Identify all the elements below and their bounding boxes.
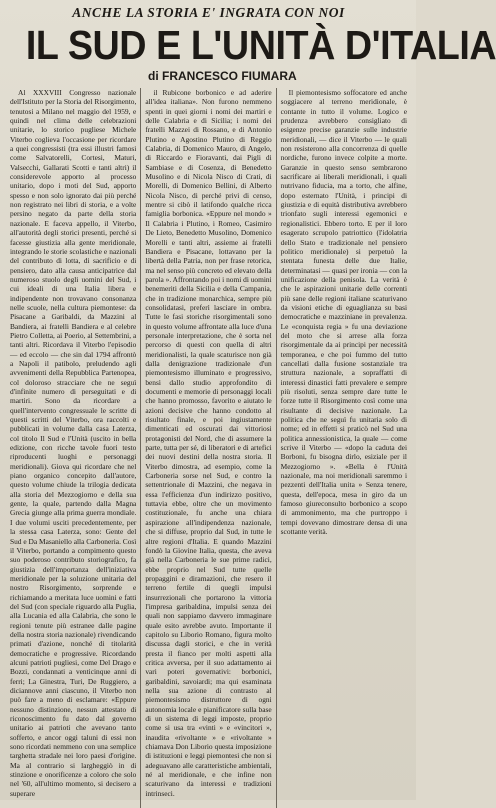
column-rule bbox=[276, 88, 277, 808]
kicker: ANCHE LA STORIA E' INGRATA CON NOI bbox=[72, 5, 345, 20]
column-3-text: Il piemontesismo soffocatore ed anche soggiacere al terreno meridionale, è contante in tutto il volume. Logico e prudenza avrebbero consigliato di esigenze precise garanzie sulle industrie meridionali, — dice il Viterbo — le quali non resisterono alla concorrenza di quelle nordiche, furono invece colpite a morte. Garanzie in questo senso sembrarono sacrificare ai liberali meridionali, i quali nutrivano fiducia, ma a torto, che alfine, dopo esternato l'Unità, i principi di giustizia e di equità distributiva avrebbero trionfato sugli interessi egemonici e regionalistici. Ebbero torto. E per il loro esagerato scrupolo patriottico (l'idolatria dello Stato e tradizionale nel pensiero politico meridionale) si perpetuò la stentata funesta delle due Italie, determinatasi — quasi per ironia — con la unificazione della penisola. La verità è che le aspirazioni unitarie delle correnti più sane delle regioni italiane scaturivano da visioni etiche di eguaglianza su basi democratiche e mazziniane in prevalenza. Le «conquista regia » fu una deviazione del moto che si arrese alla forza risorgimentale da ai principi per necessità temporanea, e che poi fummo del tutto cancellati dalla fusione sostanziale tra struttura nazionale, a sopraffatti di interessi dinastici fatti prevalere e sempre più risoluti, senza sempre dare tutte le forze tutte il Risorgimento così come una risultante di decisive nazionale. La politica che ne seguì fu unitaria solo di nome; ed in effetti si praticò nel Sud una politica annessionistica, la quale — come scrive il Viterbo — «dopo la caduta dei Borboni, fu bisogna dirlo, esiziale per il Mezzogiorno ». «Bella è l'Unità nazionale, ma noi meridionali saremmo i pezzenti dell'Italia unita » Senza tenere, questa, dell'epoca, mesa in giro da un famoso giureconsulto borbonico a scopo di ammonimento, ma che purtroppo i tempi dovevano dimostrare densa di una scottante verità. bbox=[280, 88, 407, 537]
column-1-text: Al XXXVIII Congresso nazionale dell'Istituto per la Storia del Risorgimento, tenutosi a Milano nel maggio del 1959, e quindi nel clima delle celebrazioni unitarie, lo storico pugliese Michele Viterbo coglieva l'occasione per ricordare a quei congressisti (tra essi illustri famosi come Salvatorelli, Cortesi, Maturi, Valsecchi, Gallarati Scotti e tanti altri) il considerevole apporto al processo unitario, dopo i moti del Sud, apporto spesso e non solo ignorato dai più perché non registrato nei libri di storia, e a volte persino negato da parte della storia nazionale. E faceva appello, il Viterbo, all'autorità degli storici presenti, perché si facesse giustizia alla gente meridionale, integrando le storie scolastiche e nazionali del contributo di lotta, di sacrificio e di pensiero, dato alla causa anticipatrice dal numeroso stuolo degli uomini del Sud, i cui ideali di una Italia libera e indipendente non trovavano consonanza nelle scuole, nella cultura piemontese: da Pisacane a Garibaldi, da Mazzini al Bandiera, ai fratelli Bandiera e al celebre Pietro Colletta, ai Poerio, al Settembrini, a tanti altri. Ricordava il Viterbo l'episodio — ed eccolo — che sin dal 1794 affrontò a Napoli il patibolo, preludendo agli avvenimenti della Repubblica Partenopea, col doloroso stracciare che ne seguì d'infinite numero di perseguitati e di martiri. Sono da ricordare a quell'intervento congressuale le scritte di questi scritti del Viterbo, ora raccolti e pubblicati in volume dalla casa Laterza, col titolo Il Sud e l'Unità (uscito in bella edizione, con ricche tavole fuori testo riproducenti luoghi e personaggi meridionali). Giova qui ricordare che nel piano organico concepito dall'autore, questo volume chiude la trilogia dedicata alla storia del Mezzogiorno e della sua gente, la quale, partendo dalla Magna Grecia giunge alla prima guerra mondiale. I due volumi usciti precedentemente, per la stessa casa Laterza, sono: Gente del Sud e Da Masaniello alla Carboneria. Così il Viterbo, portando a compimento questo suo poderoso contributo storiografico, fa giustizia dell'importanza dell'iniziativa meridionale per la soluzione unitaria del nostro Risorgimento, sorprende e richiamando a meritata luce uomini e fatti del Sud (con speciale riguardo alla Puglia, alla Lucania ed alla Calabria, che sono le regioni tenute più estranee dalle pagine della nostra storia nazionale) rivendicando primati d'azione, nonché di titolarità democratiche e progressive. Ricordando alcuni patrioti pugliesi, come Del Drago e Bozzi, condannati a venticinque anni di ferri; La Ginestra, Turi, De Ruggiero, a diciannove anni ciascuno, il Viterbo non può fare a meno di esclamare: «Eppure nessuno distinzione, nessun attestato di riconoscimento fu dato dal governo unitario ai patrioti che avevano tanto sofferto, e ancor oggi taluni di essi non sono ricordati nemmeno con una semplice targhetta stradale nei loro paesi d'origine. Ma al contrario si largheggiò in di stinzione e onorificenze a coloro che solo nel '60, all'ultimo momento, si decisero a superare bbox=[10, 88, 137, 798]
column-3 bbox=[281, 88, 407, 808]
article-body bbox=[10, 88, 407, 808]
column-rule bbox=[140, 88, 141, 808]
column-1 bbox=[10, 88, 136, 808]
byline: di FRANCESCO FIUMARA bbox=[148, 69, 297, 83]
column-2 bbox=[145, 88, 271, 808]
column-2-text: il Rubicone borbonico e ad aderire all'idea italiana». Non furono nemmeno spenti in quei giorni i nomi dei martiri e delle Calabria e di Sicilia; i nomi dei fratelli Mazzei di Rossano, e di Antonio Plutino e Agostino Plutino di Reggio Calabria, di Domenico Mauro, di Angelo, di Riccardo e Fioravanti, dai Pigli di Sambiase e di Cosenza, di Benedetto Musolino e di Nicola Nisco di Crati, di Morelli, di Domenico Bellini, di Alberto Nicola Nisco, di perché privi di censo, mentre si cibò il latifondo qualche ricca famiglia borbonica. «Eppure nel mondo » Il Calabria i Plutino, i Romeo, Casimiro De Lieto, Benedetto Musolino, Domenico Morelli e tanti altri, assieme ai fratelli Bandiera e Pisacane, lottavano per la libertà della Patria, non per frase retorica, ma nel senso più concreto ed elevato della parola ». Affrontando poi i nomi di uomini benemeriti della Sicilia e della Campania, che in tradizione monarchica, sempre più consolidatasi, preferì lasciare in ombra. Tutte le fasi storiche risorgimentali sono in questo volume affrontate alla luce d'una personale interpretazione, che è sorta nel percorso di questi con quella di altri meridionalisti, la quale scaturisce non già dalla denigrazione tradizionale d'un piemontesismo illuminato e progressivo, bensì dallo studio approfondito di documenti e memorie di personaggi locali che hanno promosso, favorito e aiutato le azioni decisive che hanno condotto al risultato finale, e poi ingiustamente dimenticati ed oscurati dai vittoriosi protagonisti del Nord, che di assumere la parte, tutta per sé, di liberatori e di artefici dei nuovi destini della nostra storia. Il Viterbo dimostra, ad esempio, come la Carboneria sorse nel Sud, e contro la settentrionale di Mazzini, che negava in essa l'efficienza d'un indirizzo positivo, tuttavia ebbe, oltre che un movimento costituzionale, fu anche una chiara aspirazione all'indipendenza nazionale, che si diffuse, proprio dal Sud, in tutte le altre regioni d'Italia. E quando Mazzini fondò la Giovine Italia, questa, che aveva già nella Carboneria le sue prime radici, ebbe proprio nel Sud tutte quelle propaggini e diramazioni, che resero il terreno fertile di quegli impulsi insurrezionali che portarono la vittoria l'impresa garibaldina, impulsi senza dei quali non sappiamo davvero immaginare quale esito avrebbe avuto. Importante il capitolo su Liborio Romano, figura molto discussa dagli storici, e che in verità presta il fianco per molti aspetti alla critica avversa, per il suo adattamento ai vari poteri governativi: borbonici, garibaldini, savoiardi; ma qui esaminata nella sua azione di contrasto al piemontesismo distruttore di ogni autonomia locale e pianificatore sulla base di un sistema di leggi imposte, proprio come si usa tra «vinti » e «vincitori », inaudita «rivoltante » e «rivoltante » chiamava Don Liborio questa imposizione di istituzioni e leggi piemontesi che non si adeguavano alle caratteristiche ambientali, né al meridionale, e che infine non scaturivano da interessi e tradizioni intrinseci. bbox=[145, 88, 272, 798]
headline: IL SUD E L'UNITÀ D'ITALIA bbox=[25, 22, 496, 68]
